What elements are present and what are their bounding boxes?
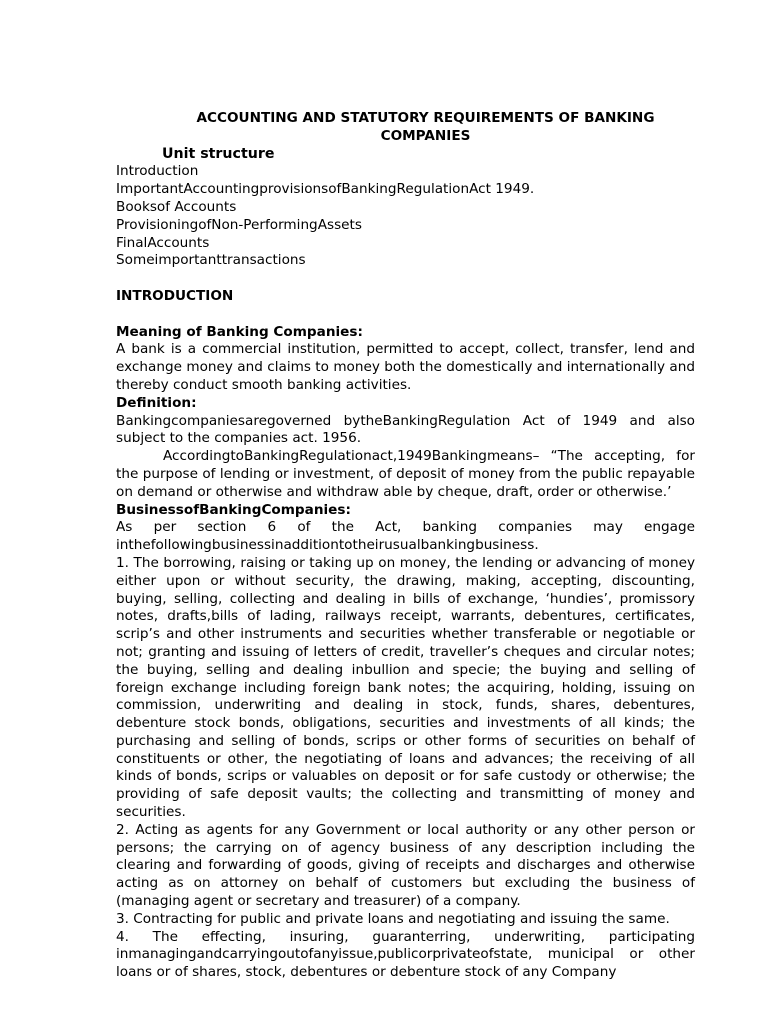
business-heading: BusinessofBankingCompanies: — [116, 501, 351, 518]
business-item-4: 4. The effecting, insuring, guaranterring, underwriting, participating inmanagingandcarryingoutofanyissue,publicorprivateofstate, municipal or other loans or of shares, stock, debentures or debenture stock of any Company — [116, 928, 695, 981]
meaning-paragraph: A bank is a commercial institution, permitted to accept, collect, transfer, lend and exchange money and claims to money both the domestically and internationally and thereby conduct smooth banking activities. — [116, 341, 695, 393]
document-title: ACCOUNTING AND STATUTORY REQUIREMENTS OF BANKING COMPANIES — [196, 110, 655, 144]
toc-item: ImportantAccountingprovisionsofBankingRegulationAct 1949. — [116, 181, 535, 198]
business-intro-paragraph: As per section 6 of the Act, banking companies may engage inthefollowingbusinessinadditiontotheirusualbankingbusiness. — [116, 519, 695, 554]
spacer — [116, 270, 695, 288]
toc-item: Introduction — [116, 163, 199, 180]
unit-structure-list — [116, 163, 695, 270]
business-item-2: 2. Acting as agents for any Government or local authority or any other person or persons; the carrying on of agency business of any description including the clearing and forwarding of goods, giving of receipts and discharges and otherwise acting as on attorney on behalf of customers but excluding the business of (managing agent or secretary and treasurer) of a company. — [116, 821, 695, 910]
toc-item: Someimportanttransactions — [116, 252, 306, 269]
definition-quote-paragraph: AccordingtoBankingRegulationact,1949Bankingmeans– “The accepting, for the purpose of lending or investment, of deposit of money from the public repayable on demand or otherwise and withdraw able by cheque, draft, order or otherwise.’ — [116, 448, 695, 500]
meaning-heading: Meaning of Banking Companies: — [116, 323, 363, 340]
business-item-1: 1. The borrowing, raising or taking up on money, the lending or advancing of money either upon or without security, the drawing, making, accepting, discounting, buying, selling, collecting and dealing in bills of exchange, ‘hundies’, promissory notes, drafts,bills of lading, railways receipt, warrants, debentures, certificates, scrip’s and other instruments and securities whether transferable or negotiable or not; granting and issuing of letters of credit, traveller’s cheques and circular notes; the buying, selling and dealing inbullion and specie; the buying and selling of foreign exchange including foreign bank notes; the acquiring, holding, issuing on commission, underwriting and dealing in stock, funds, shares, debentures, debenture stock bonds, obligations, securities and investments of all kinds; the purchasing and selling of bonds, scrips or other forms of securities on behalf of constituents or other, the negotiating of loans and advances; the receiving of all kinds of bonds, scrips or valuables on deposit or for safe custody or otherwise; the providing of safe deposit vaults; the collecting and transmitting of money and securities. — [116, 554, 695, 821]
definition-heading: Definition: — [116, 394, 197, 411]
document-page — [116, 110, 695, 982]
toc-item: ProvisioningofNon-PerformingAssets — [116, 216, 362, 233]
toc-item: Booksof Accounts — [116, 198, 237, 215]
introduction-heading: INTRODUCTION — [116, 287, 234, 304]
unit-structure-label: Unit structure — [162, 145, 275, 162]
definition-paragraph: Bankingcompaniesaregoverned bytheBankingRegulation Act of 1949 and also subject to the companies act. 1956. — [116, 412, 695, 447]
spacer — [116, 306, 695, 324]
toc-item: FinalAccounts — [116, 234, 210, 251]
business-item-3: 3. Contracting for public and private loans and negotiating and issuing the same. — [116, 910, 670, 927]
